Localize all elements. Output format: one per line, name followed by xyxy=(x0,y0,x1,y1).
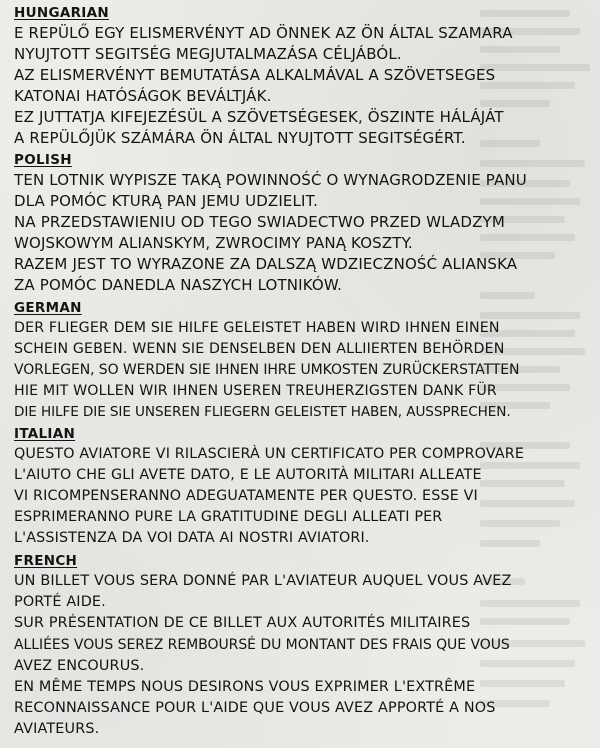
text-line: KATONAI HATÓSÁGOK BEVÁLTJÁK. xyxy=(14,87,272,105)
section-german xyxy=(14,298,519,423)
text-line: SCHEIN GEBEN. WENN SIE DENSELBEN DEN ALLIIERTEN BEHÖRDEN xyxy=(14,341,505,357)
text-line: E REPÜLŐ EGY ELISMERVÉNYT AD ÖNNEK AZ ÖN ÁLTAL SZAMARA xyxy=(14,24,513,42)
section-heading: ITALIAN xyxy=(14,426,76,442)
text-line: ZA POMÓC DANEDLA NASZYCH LOTNIKÓW. xyxy=(14,276,343,294)
text-line: VORLEGEN, SO WERDEN SIE IHNEN IHRE UMKOSTEN ZURÜCKERSTATTEN xyxy=(14,362,520,378)
text-line: EZ JUTTATJA KIFEJEZÉSÜL A SZÖVETSÉGESEK, ÖSZINTE HÁLÁJÁT xyxy=(14,108,504,126)
text-line: HIE MIT WOLLEN WIR IHNEN USEREN TREUHERZIGSTEN DANK FÜR xyxy=(14,383,497,399)
section-italian xyxy=(14,424,524,549)
section-heading: POLISH xyxy=(14,152,72,168)
text-line: PORTÉ AIDE. xyxy=(14,594,106,611)
text-line: NYUJTOTT SEGITSÉG MEGJUTALMAZÁSA CÉLJÁBÓL. xyxy=(14,45,402,63)
section-hungarian xyxy=(14,3,513,149)
text-line: EN MÊME TEMPS NOUS DESIRONS VOUS EXPRIMER L'EXTRÊME xyxy=(14,678,476,695)
text-line: UN BILLET VOUS SERA DONNÉ PAR L'AVIATEUR AUQUEL VOUS AVEZ xyxy=(14,573,512,589)
section-heading: GERMAN xyxy=(14,300,82,316)
text-line: AVEZ ENCOURUS. xyxy=(14,657,145,674)
text-line: DER FLIEGER DEM SIE HILFE GELEISTET HABEN WIRD IHNEN EINEN xyxy=(14,320,500,336)
text-line: TEN LOTNIK WYPISZE TAKĄ POWINNOŚĆ O WYNAGRODZENIE PANU xyxy=(14,171,527,189)
text-line: L'AIUTO CHE GLI AVETE DATO, E LE AUTORITÀ MILITARI ALLEATE xyxy=(14,467,482,483)
section-polish xyxy=(14,150,527,296)
text-line: ALLIÉES VOUS SEREZ REMBOURSÉ DU MONTANT DES FRAIS QUE VOUS xyxy=(14,636,510,653)
section-heading: FRENCH xyxy=(14,553,78,569)
text-line: SUR PRÉSENTATION DE CE BILLET AUX AUTORITÉS MILITAIRES xyxy=(14,615,471,632)
text-line: L'ASSISTENZA DA VOI DATA AI NOSTRI AVIATORI. xyxy=(14,530,370,546)
text-line: QUESTO AVIATORE VI RILASCIERÀ UN CERTIFICATO PER COMPROVARE xyxy=(14,446,525,462)
text-line: DLA POMÓC KTURĄ PAN JEMU UDZIELIT. xyxy=(14,192,319,210)
text-line: WOJSKOWYM ALIANSKYM, ZWROCIMY PANĄ KOSZTY. xyxy=(14,234,413,252)
text-line: NA PRZEDSTAWIENIU OD TEGO SWIADECTWO PRZED WLADZYM xyxy=(14,213,505,231)
section-french xyxy=(14,551,512,741)
text-line: RECONNAISSANCE POUR L'AIDE QUE VOUS AVEZ APPORTÉ A NOS xyxy=(14,700,496,717)
text-line: DIE HILFE DIE SIE UNSEREN FLIEGERN GELEISTET HABEN, AUSSPRECHEN. xyxy=(14,404,511,420)
text-line: ESPRIMERANNO PURE LA GRATITUDINE DEGLI ALLEATI PER xyxy=(14,509,443,525)
text-line: RAZEM JEST TO WYRAZONE ZA DALSZĄ WDZIECZNOŚĆ ALIANSKA xyxy=(14,255,518,273)
text-line: AZ ELISMERVÉNYT BEMUTATÁSA ALKALMÁVAL A SZÖVETSEGES xyxy=(14,66,496,84)
text-line: AVIATEURS. xyxy=(14,721,100,738)
section-heading: HUNGARIAN xyxy=(14,5,109,21)
text-line: VI RICOMPENSERANNO ADEGUATAMENTE PER QUESTO. ESSE VI xyxy=(14,488,478,504)
text-line: A REPÜLŐJÜK SZÁMÁRA ÖN ÁLTAL NYUJTOTT SEGITSÉGÉRT. xyxy=(14,129,466,147)
